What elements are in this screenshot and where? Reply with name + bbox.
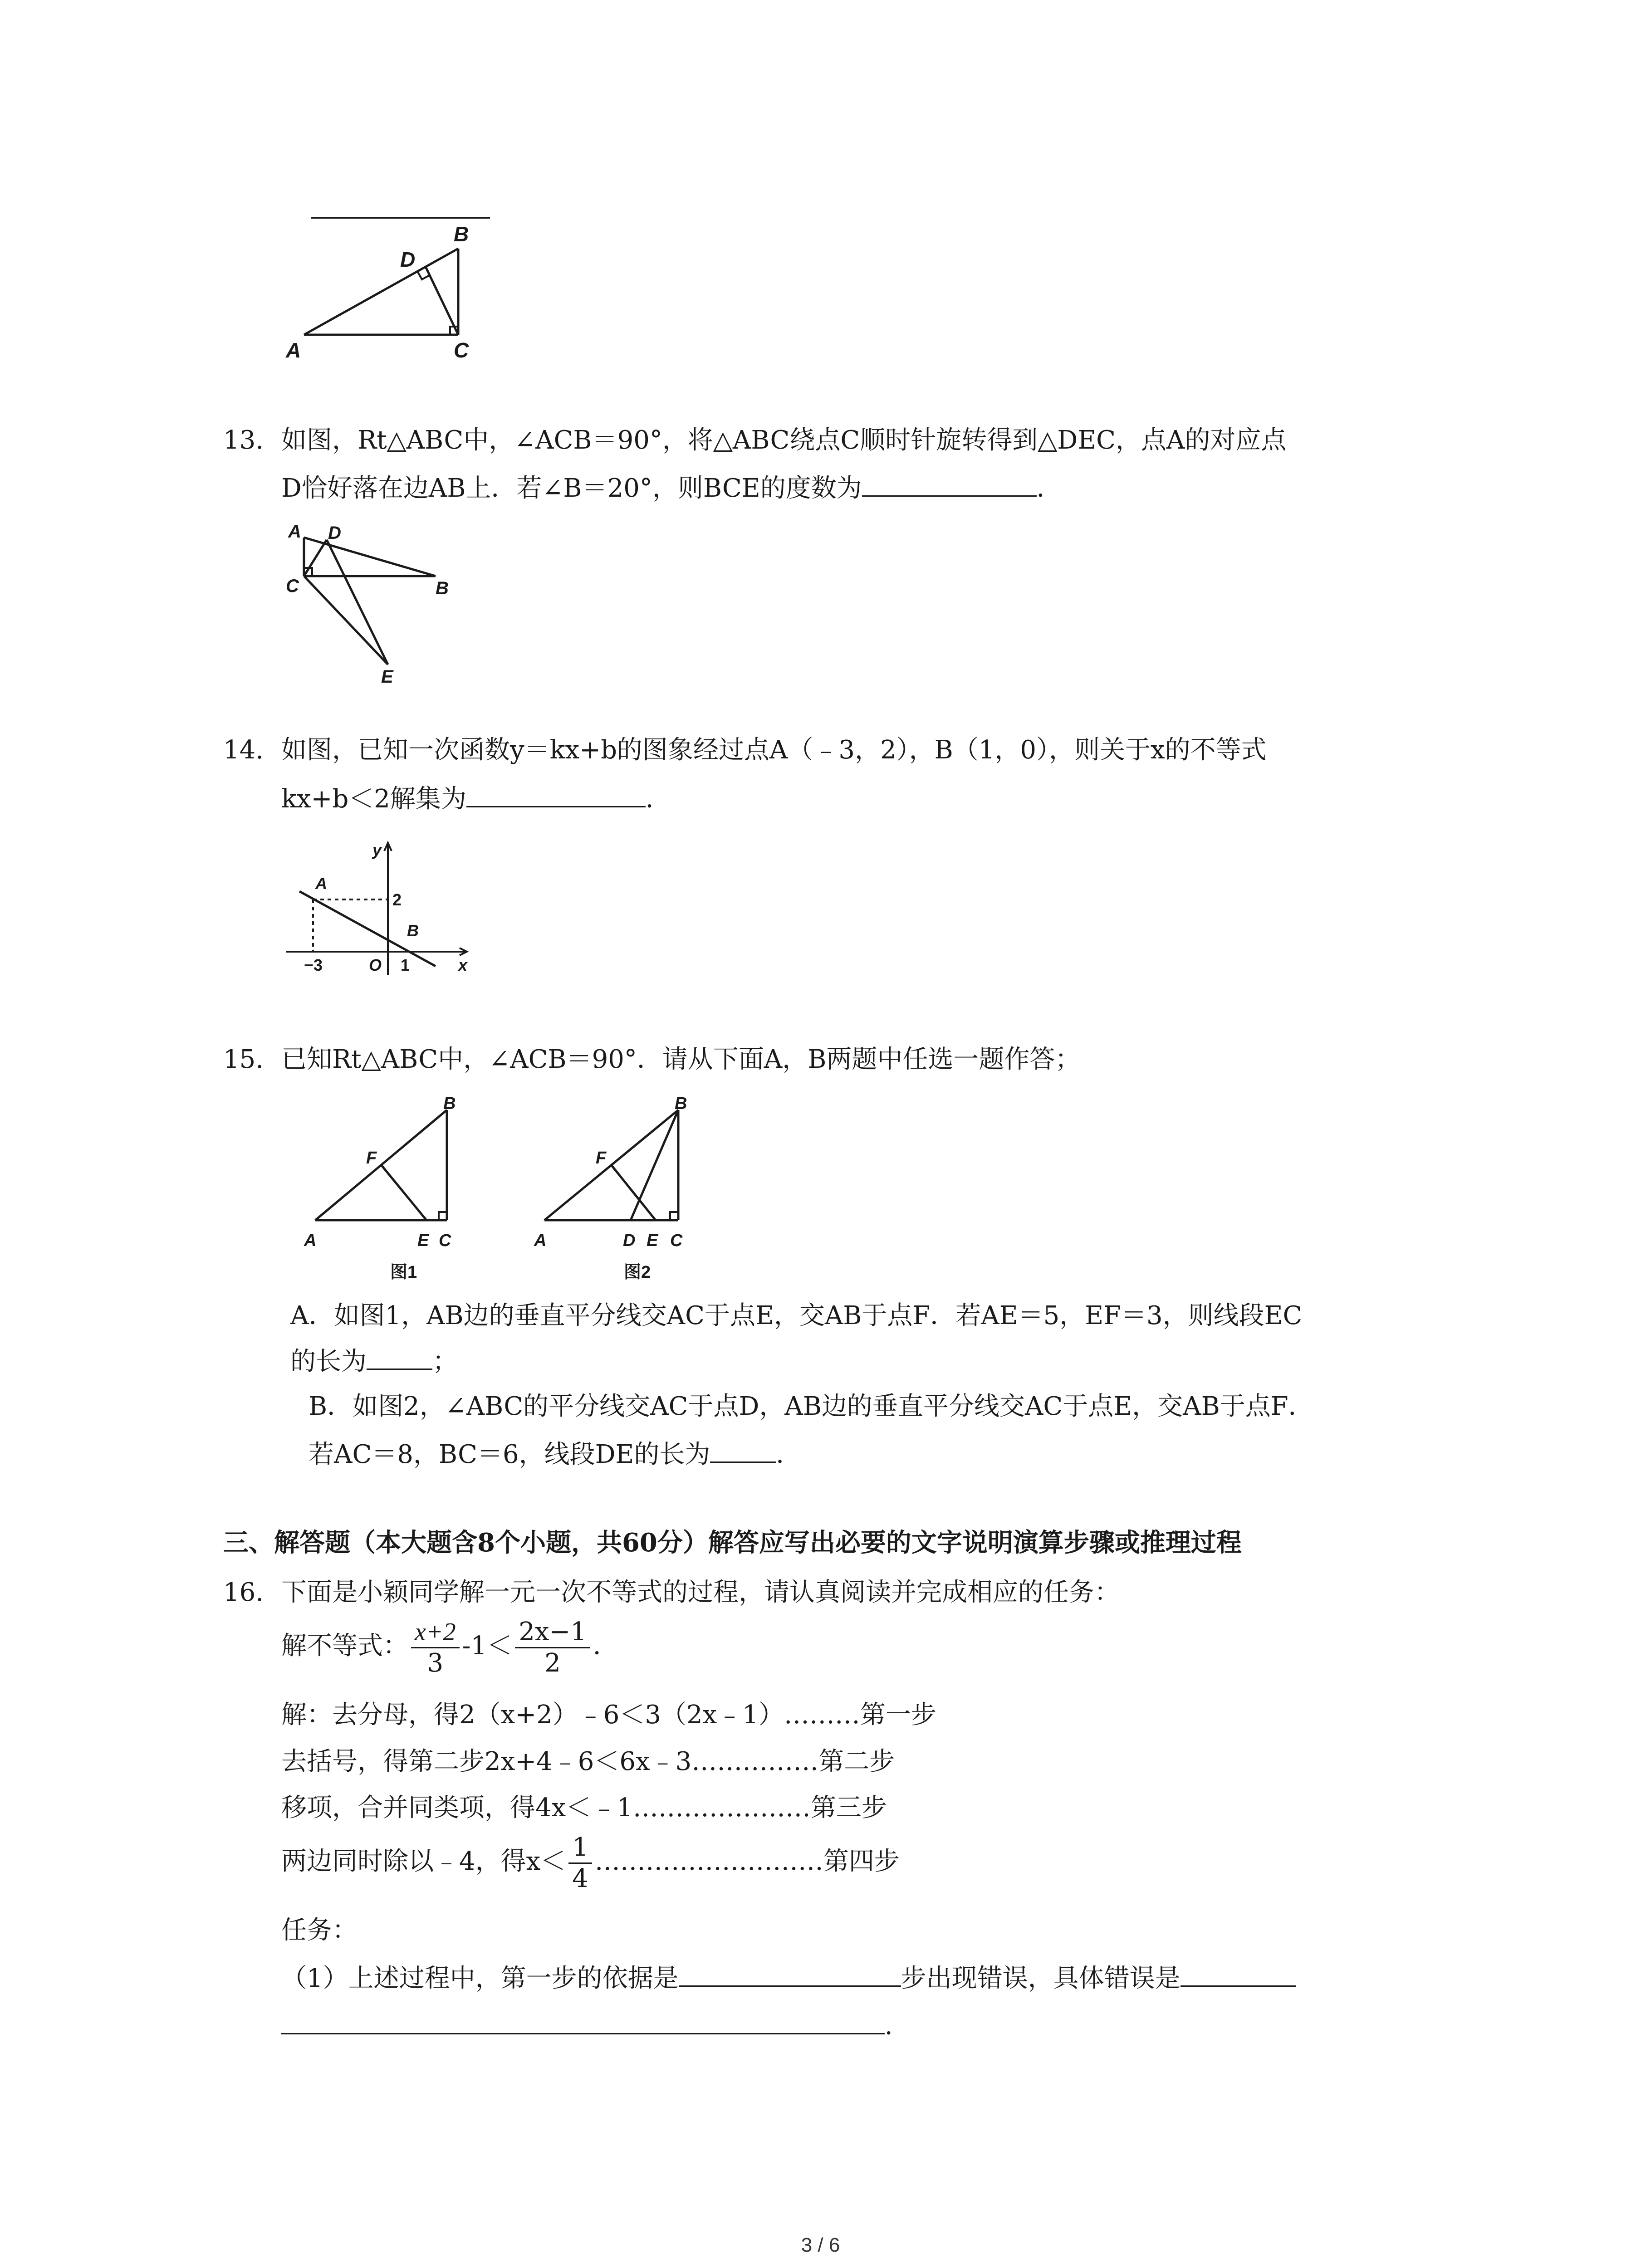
q12-label-b: B bbox=[454, 222, 469, 246]
q13-label-b: B bbox=[436, 578, 449, 598]
q16-step2: 去括号，得第二步2x+4﹣6＜6x﹣3……………第二步 bbox=[281, 1747, 895, 1776]
q15-fig1-caption: 图1 bbox=[390, 1263, 417, 1282]
q16-fraction-1 bbox=[411, 1617, 460, 1678]
q14-label-o: O bbox=[369, 956, 382, 974]
q15-fig1-label-b: B bbox=[443, 1094, 456, 1113]
q16-step3: 移项，合并同类项，得4x＜﹣1…………………第三步 bbox=[281, 1793, 887, 1823]
q14-label-b: B bbox=[407, 921, 419, 940]
q15-fig2-label-e: E bbox=[647, 1231, 658, 1250]
q16-fraction-2 bbox=[515, 1617, 590, 1678]
q14-answer-blank[interactable] bbox=[466, 782, 646, 807]
section3-heading: 三、解答题（本大题含8个小题，共60分）解答应写出必要的文字说明演算步骤或推理过程 bbox=[223, 1528, 1242, 1558]
q13-figure bbox=[279, 517, 470, 685]
q13-side-cd bbox=[304, 540, 327, 576]
q16-frac2-den: 2 bbox=[544, 1648, 561, 1678]
q13-label-e: E bbox=[381, 667, 393, 685]
q15-option-a-line2 bbox=[290, 1345, 458, 1378]
q13-answer-blank[interactable] bbox=[862, 472, 1037, 497]
q15-fig2-label-f: F bbox=[596, 1149, 607, 1168]
q16-solve-label: 解不等式： bbox=[281, 1631, 408, 1661]
q15-option-a-blank[interactable] bbox=[367, 1345, 432, 1370]
q14-line1: 如图，已知一次函数y＝kx+b的图象经过点A（﹣3，2），B（1，0），则关于x的不等式 bbox=[281, 735, 1267, 765]
q15-option-b-line2 bbox=[309, 1438, 801, 1471]
q15-number: 15. bbox=[223, 1045, 264, 1074]
q16-step4-post: ………………………第四步 bbox=[594, 1847, 900, 1876]
q16-step4-num: 1 bbox=[568, 1833, 592, 1864]
q16-step4 bbox=[281, 1833, 900, 1894]
q15-fig2-lines bbox=[544, 1110, 678, 1220]
q16-task-label: 任务： bbox=[281, 1916, 358, 1945]
q16-minus-one: -1＜ bbox=[462, 1631, 513, 1661]
q12-label-a: A bbox=[286, 338, 301, 362]
q14-label-y: y bbox=[372, 841, 382, 859]
q13-end: ． bbox=[1036, 474, 1062, 503]
q15-option-b-line2-text: 若AC＝8，BC＝6，线段DE的长为 bbox=[309, 1440, 710, 1469]
q14-label-x: x bbox=[458, 956, 468, 974]
q12-label-c: C bbox=[454, 338, 469, 362]
q16-task1-blank-error-cont[interactable] bbox=[281, 2009, 885, 2034]
q16-intro: 下面是小颖同学解一元一次不等式的过程，请认真阅读并完成相应的任务： bbox=[281, 1578, 1120, 1607]
q16-solve-end: ． bbox=[593, 1631, 618, 1661]
q14-label-2: 2 bbox=[392, 890, 402, 909]
q16-frac2-num: 2x−1 bbox=[515, 1617, 590, 1648]
q14-end: ． bbox=[645, 784, 671, 814]
q12-side-ab bbox=[304, 249, 458, 335]
q13-label-d: D bbox=[328, 523, 341, 543]
q15-fig2-label-d: D bbox=[623, 1231, 636, 1250]
q13-line1: 如图，Rt△ABC中，∠ACB＝90°，将△ABC绕点C顺时针旋转得到△DEC，点A的对应点 bbox=[281, 425, 1287, 455]
q14-label-a: A bbox=[315, 874, 327, 893]
q14-label-neg3: −3 bbox=[304, 956, 323, 974]
q15-figures bbox=[279, 1091, 728, 1288]
q13-label-c: C bbox=[286, 576, 299, 596]
q16-task1-blank-error[interactable] bbox=[1181, 1962, 1296, 1987]
q14-line2-text: kx+b＜2解集为 bbox=[281, 784, 466, 814]
q16-frac1-num: x+2 bbox=[411, 1617, 460, 1648]
q13-line2 bbox=[281, 472, 1062, 505]
q15-option-b-end: ． bbox=[776, 1440, 802, 1469]
q14-figure bbox=[279, 835, 479, 984]
q16-step1: 解：去分母，得2（x+2）﹣6＜3（2x﹣1）………第一步 bbox=[281, 1700, 936, 1730]
q15-fig1-lines bbox=[315, 1110, 447, 1220]
q15-fig1-label-e: E bbox=[417, 1231, 429, 1250]
page-number: 3 / 6 bbox=[801, 2234, 840, 2256]
q16-task1 bbox=[281, 1962, 1296, 1995]
q15-option-a-line2-text: 的长为 bbox=[290, 1347, 367, 1376]
q16-task1-text-b: 步出现错误，具体错误是 bbox=[901, 1964, 1181, 1993]
q15-fig2-label-c: C bbox=[670, 1231, 683, 1250]
q15-option-a-line1: A．如图1，AB边的垂直平分线交AC于点E，交AB于点F．若AE＝5，EF＝3，则线段EC bbox=[290, 1301, 1303, 1330]
q15-option-b-line1: B．如图2，∠ABC的平分线交AC于点D，AB边的垂直平分线交AC于点E，交AB于点F． bbox=[309, 1392, 1314, 1421]
q13-label-a: A bbox=[288, 522, 301, 542]
q15-fig1-label-c: C bbox=[439, 1231, 451, 1250]
q13-side-ce bbox=[304, 576, 388, 665]
q15-fig1-label-f: F bbox=[366, 1149, 377, 1168]
q15-line1: 已知Rt△ABC中，∠ACB＝90°．请从下面A，B两题中任选一题作答； bbox=[281, 1045, 1081, 1074]
q14-number: 14. bbox=[223, 735, 264, 765]
q16-task1-text-a: （1）上述过程中，第一步的依据是 bbox=[281, 1964, 679, 1993]
q16-number: 16. bbox=[223, 1578, 264, 1607]
q13-line2-text: D恰好落在边AB上．若∠B＝20°，则BCE的度数为 bbox=[281, 474, 862, 503]
q16-task1-end: ． bbox=[885, 2011, 910, 2041]
q14-label-1: 1 bbox=[401, 956, 410, 974]
q12-figure bbox=[272, 213, 517, 367]
q15-fig2-label-b: B bbox=[675, 1094, 687, 1113]
q16-step4-den: 4 bbox=[572, 1864, 588, 1893]
q15-option-a-end: ； bbox=[432, 1347, 458, 1376]
q15-fig2-caption: 图2 bbox=[624, 1263, 651, 1282]
q16-task1-blank-basis[interactable] bbox=[679, 1962, 901, 1987]
q12-label-d: D bbox=[400, 248, 416, 271]
q16-step4-fraction bbox=[568, 1833, 592, 1894]
q16-task1-continuation bbox=[281, 2009, 910, 2043]
q16-frac1-den: 3 bbox=[427, 1648, 444, 1678]
q15-option-b-blank[interactable] bbox=[710, 1438, 776, 1463]
q15-fig2-label-a: A bbox=[534, 1231, 547, 1250]
q16-step4-pre: 两边同时除以﹣4，得x＜ bbox=[281, 1847, 566, 1876]
q12-altitude-cd bbox=[426, 267, 458, 335]
q13-number: 13. bbox=[223, 425, 264, 455]
q16-inequality bbox=[281, 1617, 618, 1678]
q15-fig1-label-a: A bbox=[304, 1231, 317, 1250]
q14-line2 bbox=[281, 782, 671, 816]
